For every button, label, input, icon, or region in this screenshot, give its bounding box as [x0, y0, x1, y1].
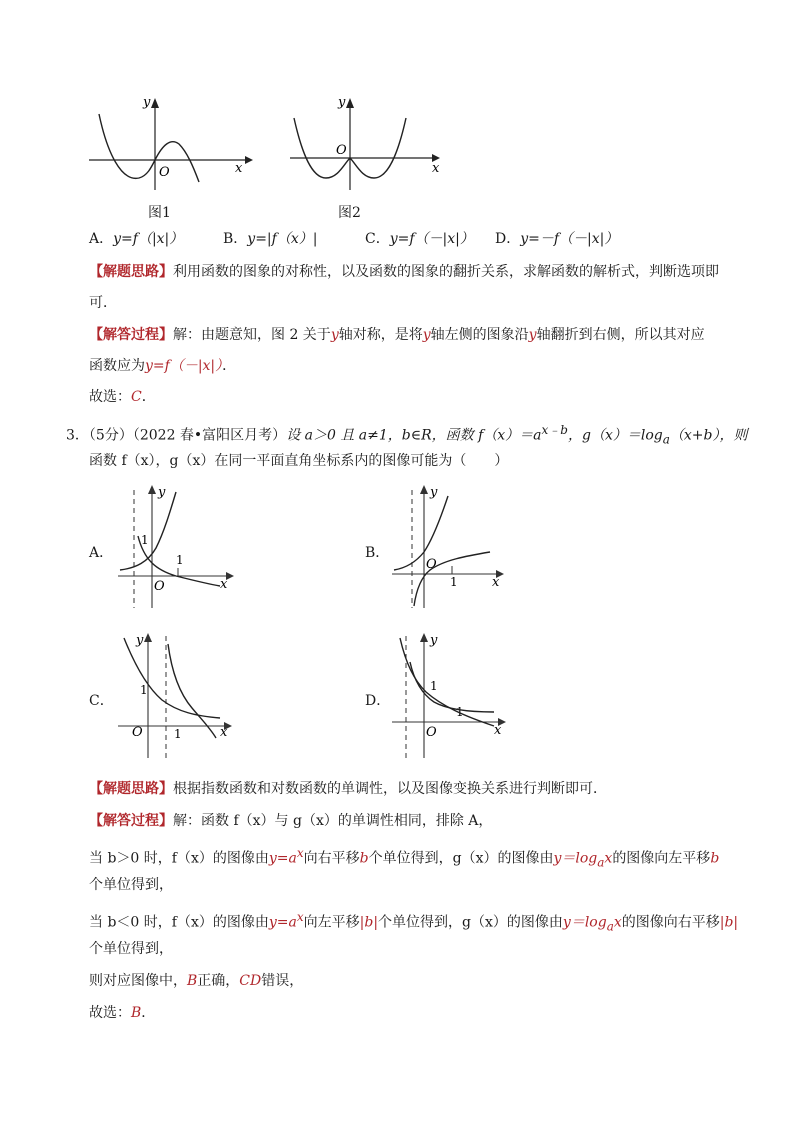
q3-process-line-2: 当 b＞0 时，f（x）的图像由$y=a^x$向右平移b个单位得到，g（x）的图像由$y=\log_ax$的图像向左平移b: [89, 846, 720, 870]
fig2-x-label: x: [432, 161, 440, 176]
graph-c-y: y: [136, 633, 144, 648]
graph-b-y: y: [430, 485, 438, 500]
graph-b-x: x: [492, 575, 500, 590]
q3-option-d-label: D．: [365, 693, 391, 709]
q2-process-line-2: 函数应为y=f（－|x|）．: [89, 358, 237, 374]
fig1-y-label: y: [143, 95, 151, 110]
graph-c-origin: O: [132, 725, 143, 740]
figure-1-graph: [85, 92, 255, 194]
q3-process-line-3: 个单位得到，: [89, 877, 173, 893]
graph-a-one-x: 1: [176, 553, 184, 567]
q3-stem-line-2: 函数 f（x），g（x）在同一平面直角坐标系内的图像可能为（ ）: [89, 453, 509, 469]
graph-c-one-x: 1: [174, 727, 182, 741]
fig1-origin-label: O: [159, 165, 170, 180]
q2-option-a: A．y=f（|x|）: [89, 231, 184, 247]
graph-c-x: x: [220, 725, 228, 740]
graph-a-x: x: [220, 577, 228, 592]
q2-option-d: D．y=－f（－|x|）: [495, 231, 619, 247]
fig1-curve: [99, 114, 199, 182]
q2-option-c: C．y=f（－|x|）: [365, 231, 474, 247]
graph-a-one-y: 1: [141, 533, 149, 547]
q3-graph-d: [390, 628, 516, 760]
graph-d-origin: O: [426, 725, 437, 740]
q3-option-b-label: B．: [365, 545, 390, 561]
q3-stem-line-1: 3．（5分）（2022 春•富阳区月考）设 a＞0 且 a≠1，b∈R，函数 $f(x)=a^{x﹣b}$，$g(x)=\log_a(x+b)$，则: [66, 423, 748, 447]
fig1-caption: 图1: [148, 205, 171, 221]
fig2-caption: 图2: [338, 205, 361, 221]
q3-answer-line: 故选：B．: [89, 1005, 156, 1021]
graph-b-one-x: 1: [450, 575, 458, 589]
graph-b-origin: O: [426, 557, 437, 572]
q3-process-line-4: 当 b＜0 时，f（x）的图像由$y=a^x$向左平移|b|个单位得到，g（x）的图像由$y=\log_ax$的图像向右平移|b|: [89, 910, 739, 934]
q2-answer-line: 故选：C．: [89, 389, 156, 405]
q3-option-c-label: C．: [89, 693, 114, 709]
fig2-y-label: y: [338, 95, 346, 110]
q3-graph-a: [116, 482, 242, 610]
q3-process-line-5: 个单位得到，: [89, 941, 173, 957]
graph-a-y: y: [158, 485, 166, 500]
q3-graph-c: [116, 628, 242, 760]
q3-process-line-6: 则对应图像中，B正确，CD错误，: [89, 973, 304, 989]
graph-a-origin: O: [154, 579, 165, 594]
q3-process-line-1: 【解答过程】解：函数 f（x）与 g（x）的单调性相同，排除 A，: [89, 813, 493, 829]
q3-graph-b: [390, 482, 516, 610]
graph-d-y: y: [430, 633, 438, 648]
q3-idea-line: 【解题思路】根据指数函数和对数函数的单调性，以及图像变换关系进行判断即可．: [89, 781, 607, 797]
q2-idea-line-1: 【解题思路】利用函数的图象的对称性，以及函数的图象的翻折关系，求解函数的解析式，判断选项即: [89, 264, 719, 280]
fig1-x-label: x: [235, 161, 243, 176]
graph-d-one-x: 1: [456, 705, 464, 719]
graph-d-x: x: [494, 723, 502, 738]
graph-c-one-y: 1: [140, 683, 148, 697]
graph-d-one-y: 1: [430, 679, 438, 693]
figure-2-graph: [286, 92, 456, 194]
q2-option-b: B．y=|f（x）|: [223, 231, 318, 247]
fig2-origin-label: O: [336, 143, 347, 158]
q2-options-row: [89, 229, 619, 249]
q2-idea-line-2: 可．: [89, 295, 117, 311]
q2-process-line-1: 【解答过程】解：由题意知，图 2 关于y轴对称，是将y轴左侧的图象沿y轴翻折到右侧，所以其对应: [89, 327, 705, 343]
q3-option-a-label: A．: [89, 545, 114, 561]
